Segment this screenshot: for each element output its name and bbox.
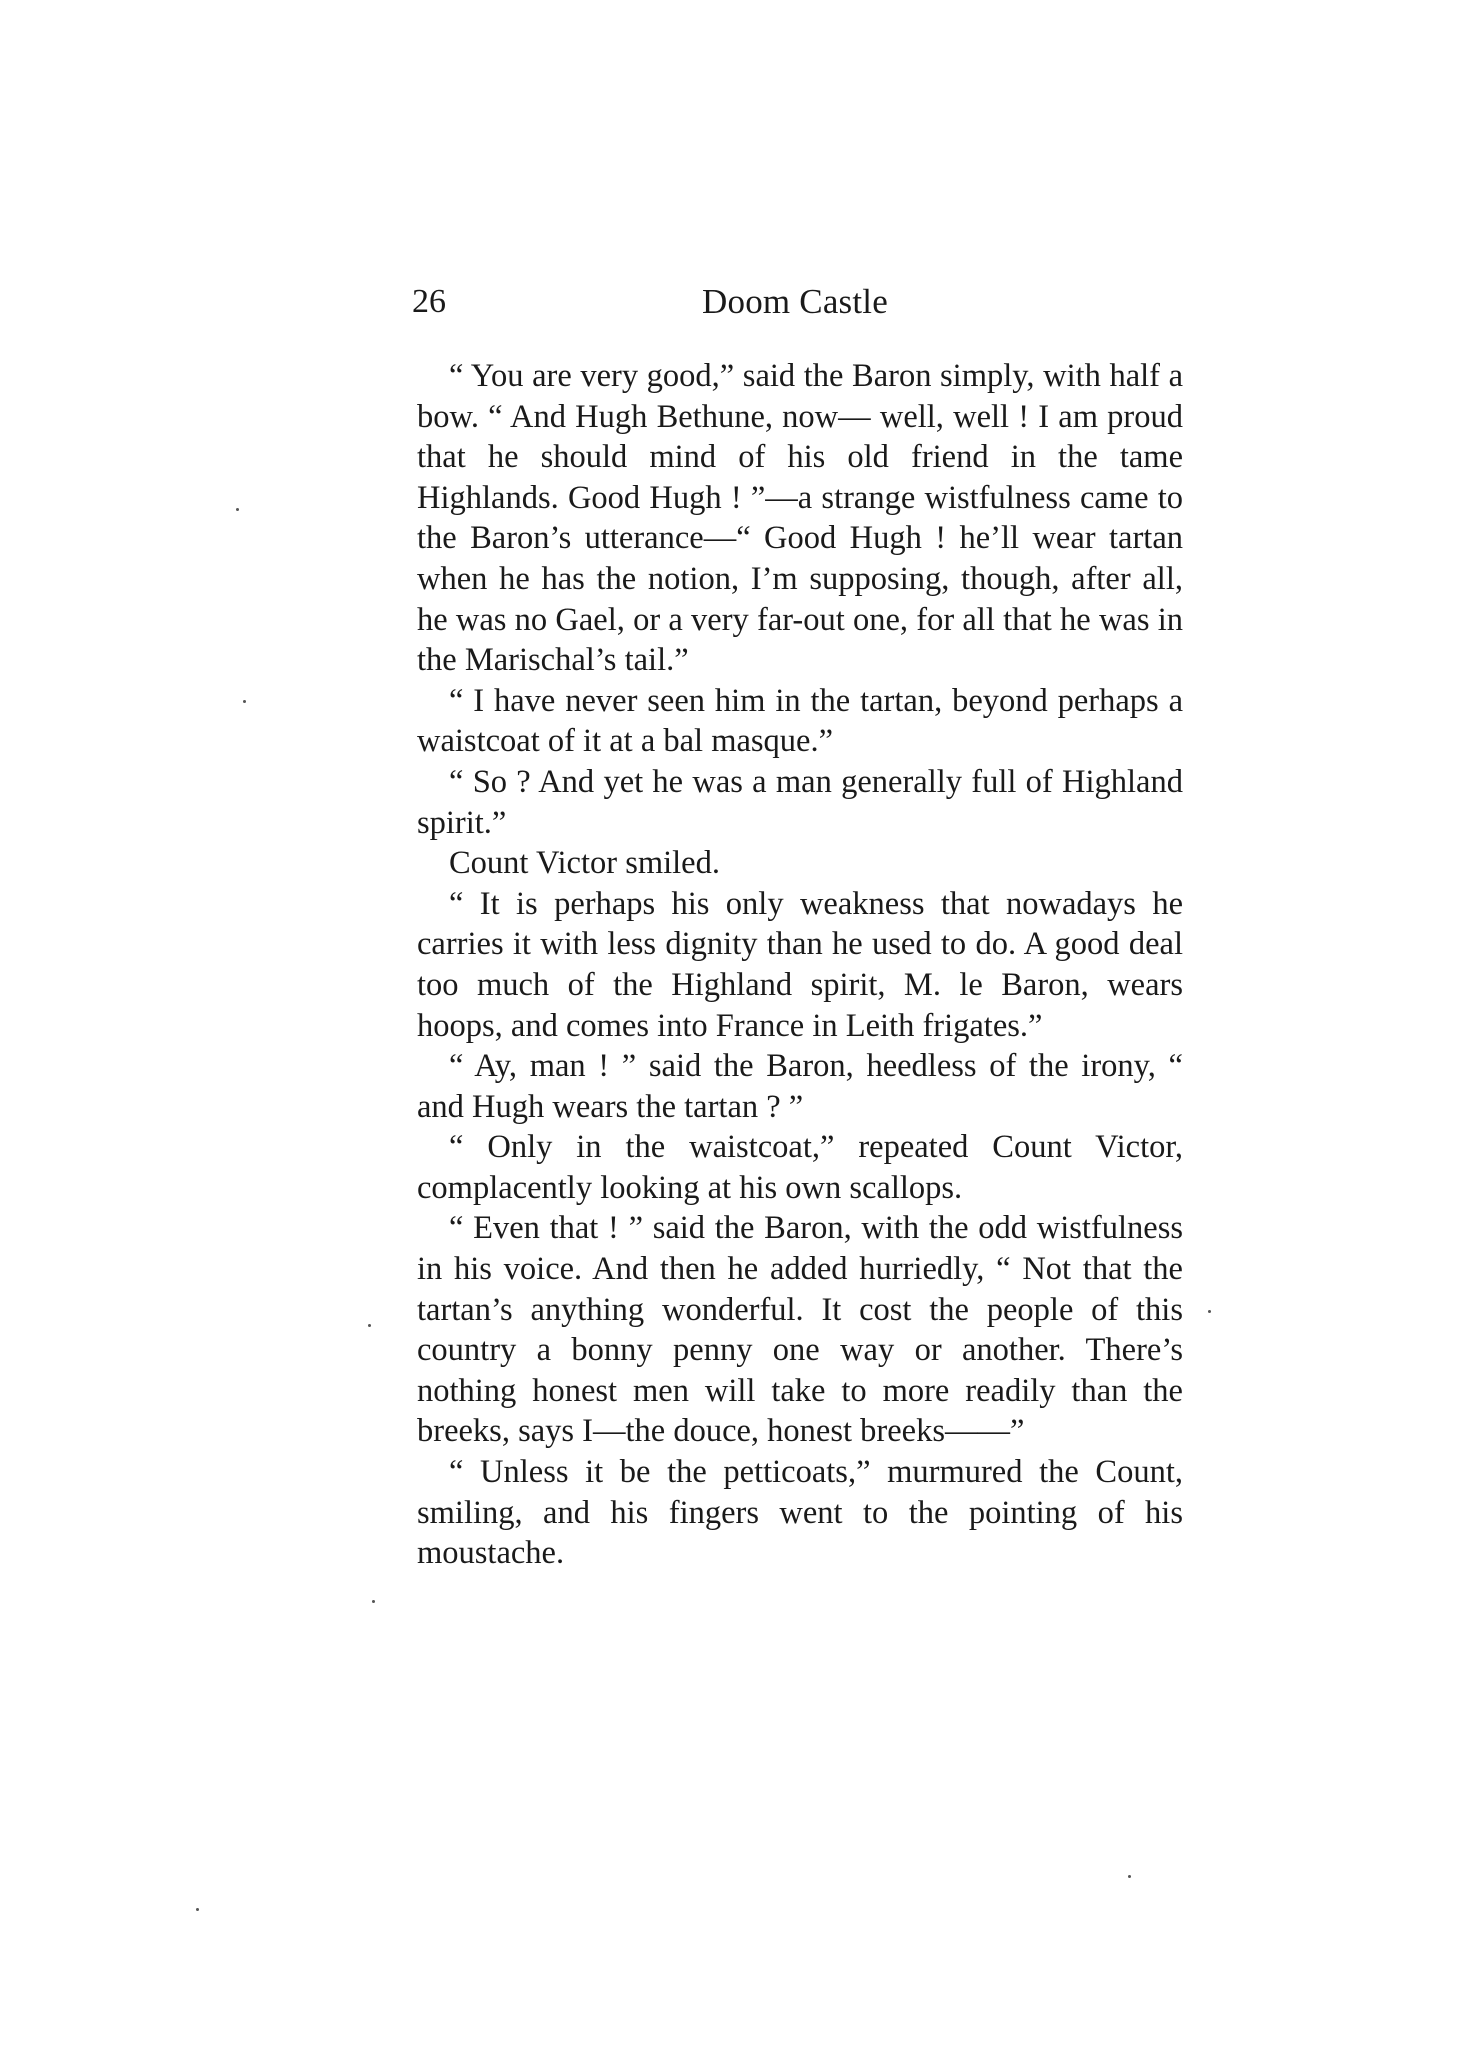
scan-speck <box>368 1324 371 1327</box>
running-title: Doom Castle <box>702 282 888 321</box>
paragraph: “ Ay, man ! ” said the Baron, heedless of the irony, “ and Hugh wears the tartan ? ” <box>417 1048 1183 1125</box>
scan-speck <box>1128 1875 1131 1878</box>
page-number: 26 <box>412 283 446 320</box>
scan-speck <box>1208 1310 1211 1313</box>
paragraph: “ Only in the waistcoat,” repeated Count Victor, complacently looking at his own scallops. <box>417 1129 1183 1206</box>
page-header <box>412 278 1178 326</box>
body-text <box>417 356 1183 1574</box>
paragraph: “ Unless it be the petticoats,” murmured the Count, smiling, and his fingers went to the pointing of his moustache. <box>417 1454 1183 1572</box>
paragraph: “ It is perhaps his only weakness that nowadays he carries it with less dignity than he used to do. A good deal too much of the Highland spirit, M. le Baron, wears hoops, and comes into France in Leith frigates.” <box>417 885 1183 1044</box>
scan-speck <box>372 1600 375 1603</box>
paragraph: Count Victor smiled. <box>449 845 720 882</box>
paragraph: “ So ? And yet he was a man generally full of Highland spirit.” <box>417 763 1183 841</box>
paragraph: “ You are very good,” said the Baron simply, with half a bow. “ And Hugh Bethune, now— well, well ! I am proud that he should mind of his old friend in the tame Highlands. Good Hugh ! ”—a strange wistfulness came to the Baron’s utterance—“ Good Hugh ! he’ll wear tartan when he has the notion, I’m supposing, though, after all, he was no Gael, or a very far-out one, for all that he was in the Marischal’s tail.” <box>417 358 1183 679</box>
scan-speck <box>196 1908 199 1911</box>
paragraph: “ Even that ! ” said the Baron, with the odd wistfulness in his voice. And then he added hurriedly, “ Not that the tartan’s anything wonderful. It cost the people of this country a bonny penny one way or another. There’s nothing honest men will take to more readily than the breeks, says I—the douce, honest breeks——” <box>417 1210 1183 1450</box>
scan-speck <box>236 508 239 511</box>
paragraph: “ I have never seen him in the tartan, beyond perhaps a waistcoat of it at a bal masque.” <box>417 682 1183 760</box>
scan-speck <box>243 700 246 703</box>
